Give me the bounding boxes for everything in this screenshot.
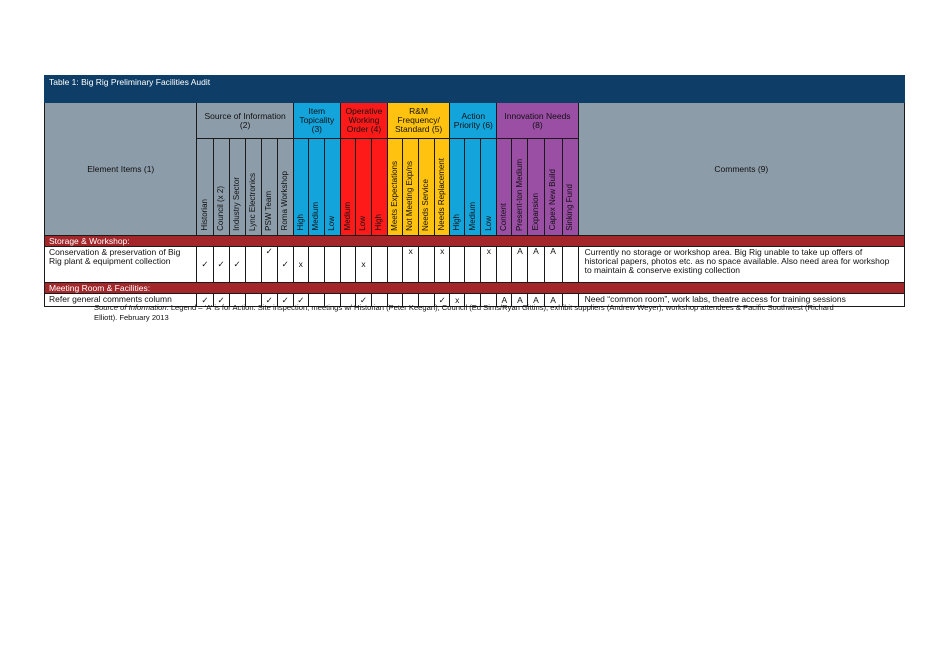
mark-cell: x	[355, 247, 371, 283]
col-header: Content	[497, 139, 512, 236]
mark-cell: ✓	[197, 294, 213, 307]
element-cell: Refer general comments column	[45, 294, 197, 307]
source-note	[94, 303, 854, 323]
mark-cell	[419, 247, 435, 283]
mark-cell: ✓	[197, 247, 213, 283]
col-header: Expansion	[528, 139, 544, 236]
col-header: Needs Replacement	[435, 139, 450, 236]
col-header: Medium	[340, 139, 355, 236]
group-header-action-priority: Action Priority (6)	[450, 103, 497, 139]
mark-cell: x	[403, 247, 419, 283]
element-cell: Conservation & preservation of Big Rig plant & equipment collection	[45, 247, 197, 283]
mark-cell	[340, 247, 355, 283]
mark-cell: ✓	[293, 294, 308, 307]
mark-cell	[308, 247, 324, 283]
mark-cell: A	[528, 294, 544, 307]
mark-cell	[245, 247, 261, 283]
col-header: PSW Team	[261, 139, 277, 236]
mark-cell: ✓	[277, 294, 293, 307]
mark-cell: x	[293, 247, 308, 283]
col-header: Medium	[465, 139, 481, 236]
mark-cell	[497, 247, 512, 283]
col-header: Meets Expectations	[388, 139, 403, 236]
mark-cell: ✓	[277, 247, 293, 283]
mark-cell: ✓	[435, 294, 450, 307]
mark-cell: ✓	[213, 294, 229, 307]
group-header-rm-frequency: R&M Frequency/ Standard (5)	[388, 103, 450, 139]
mark-cell: ✓	[229, 247, 245, 283]
element-items-header: Element Items (1)	[45, 103, 197, 236]
mark-cell: A	[544, 247, 562, 283]
section-row-storage	[45, 236, 905, 247]
col-header: Capex New Build	[544, 139, 562, 236]
col-header: Sinking Fund	[562, 139, 578, 236]
mark-cell: ✓	[355, 294, 371, 307]
mark-cell	[371, 247, 387, 283]
source-text: : Legend – ‘A’ is for Action. Site inspection, meetings w/ Historian (Peter Keegan), Council (Ed Sims/Ryan Gittins), exhibit suppliers (Andrew Weyer), workshop attendees & Pacific Southwest (Richard Elliott). February 2013	[94, 303, 834, 322]
comments-header: Comments (9)	[578, 103, 904, 236]
group-header-working-order: Operative Working Order (4)	[340, 103, 387, 139]
col-header: Medium	[308, 139, 324, 236]
mark-cell: x	[435, 247, 450, 283]
col-header: Council (x 2)	[213, 139, 229, 236]
mark-cell	[324, 247, 340, 283]
section-label: Meeting Room & Facilities:	[45, 283, 905, 294]
mark-cell: ✓	[261, 247, 277, 283]
col-header: Low	[324, 139, 340, 236]
mark-cell	[388, 247, 403, 283]
mark-cell: A	[512, 294, 528, 307]
group-header-innovation: Innovation Needs (8)	[497, 103, 578, 139]
col-header: Present-ton Medium	[512, 139, 528, 236]
mark-cell: ✓	[261, 294, 277, 307]
table-row	[45, 247, 905, 283]
section-row-meeting-room	[45, 283, 905, 294]
col-header: Historian	[197, 139, 213, 236]
source-label: Source of Information	[94, 303, 167, 312]
mark-cell: A	[528, 247, 544, 283]
group-header-topicality: Item Topicality (3)	[293, 103, 340, 139]
mark-cell	[562, 247, 578, 283]
col-header: High	[293, 139, 308, 236]
mark-cell: A	[497, 294, 512, 307]
col-header: Low	[355, 139, 371, 236]
mark-cell	[465, 247, 481, 283]
audit-table-container	[44, 75, 905, 307]
col-header: Needs Service	[419, 139, 435, 236]
group-header-source: Source of Information (2)	[197, 103, 293, 139]
col-header: High	[450, 139, 465, 236]
table-title: Table 1: Big Rig Preliminary Facilities Audit	[45, 76, 905, 103]
facilities-audit-table	[44, 75, 905, 307]
col-header: Not Meeting Exp/ns	[403, 139, 419, 236]
comment-cell: Currently no storage or workshop area. Big Rig unable to take up offers of historical papers, photos etc. as no space available. Also need area for workshop to maintain & conserve existing collection	[578, 247, 904, 283]
col-header: High	[371, 139, 387, 236]
mark-cell: A	[512, 247, 528, 283]
comment-cell: Need “common room”, work labs, theatre access for training sessions	[578, 294, 904, 307]
col-header: Lync Electronics	[245, 139, 261, 236]
section-label: Storage & Workshop:	[45, 236, 905, 247]
mark-cell: ✓	[213, 247, 229, 283]
col-header: Industry Sector	[229, 139, 245, 236]
col-header: Roma Workshop	[277, 139, 293, 236]
col-header: Low	[481, 139, 497, 236]
mark-cell	[450, 247, 465, 283]
mark-cell: x	[450, 294, 465, 307]
mark-cell: x	[481, 247, 497, 283]
mark-cell: A	[544, 294, 562, 307]
